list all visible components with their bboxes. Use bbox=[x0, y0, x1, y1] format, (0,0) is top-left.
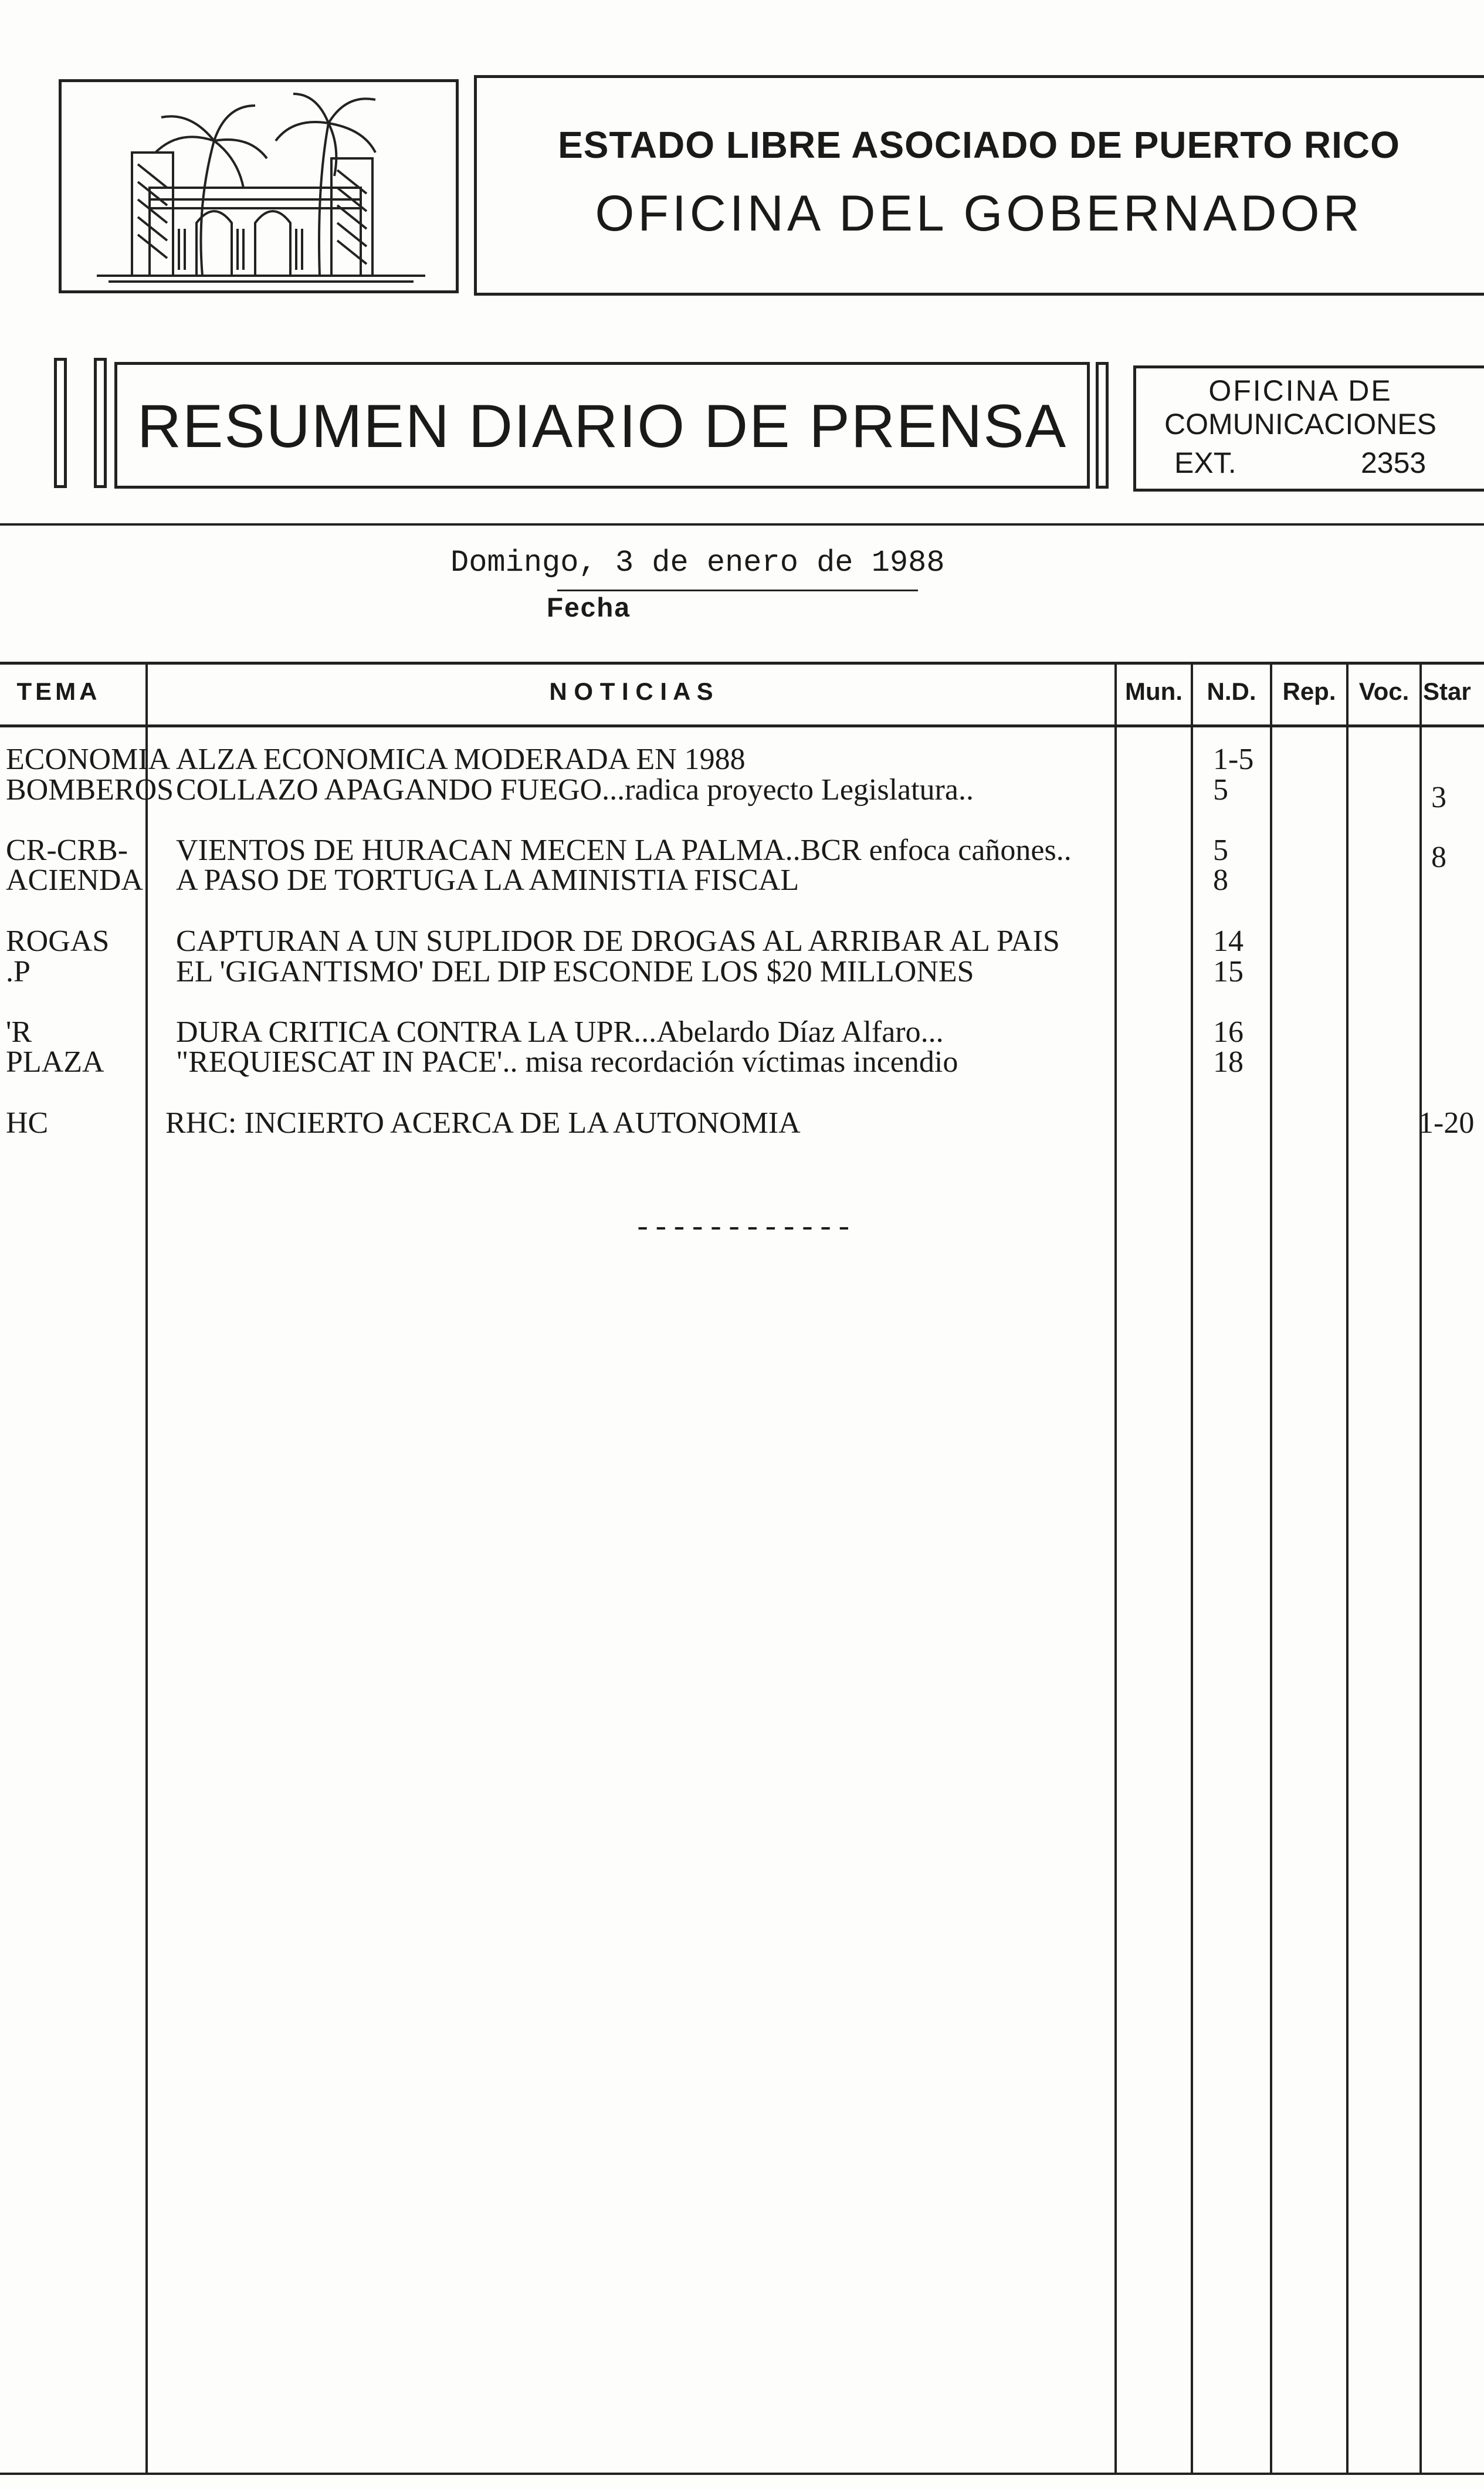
row-nd: 16 bbox=[1213, 1015, 1244, 1049]
row-noticia: EL 'GIGANTISMO' DEL DIP ESCONDE LOS $20 MILLONES bbox=[176, 955, 974, 988]
report-date: Domingo, 3 de enero de 1988 bbox=[450, 546, 945, 580]
column-header-voc: Voc. bbox=[1358, 678, 1410, 705]
row-tema: ACIENDA bbox=[6, 863, 143, 897]
government-name: ESTADO LIBRE ASOCIADO DE PUERTO RICO bbox=[558, 124, 1400, 166]
row-noticia: COLLAZO APAGANDO FUEGO...radica proyecto Legislatura.. bbox=[176, 773, 974, 807]
end-of-list-marker: ------------ bbox=[633, 1211, 853, 1246]
row-nd: 15 bbox=[1213, 955, 1244, 988]
column-divider-mun bbox=[1191, 662, 1193, 2473]
row-noticia: DURA CRITICA CONTRA LA UPR...Abelardo Díaz Alfaro... bbox=[176, 1015, 944, 1049]
column-header-nd: N.D. bbox=[1207, 678, 1256, 705]
decorative-bar-left-2 bbox=[94, 358, 107, 488]
row-star: 1-20 bbox=[1418, 1106, 1475, 1140]
decorative-bar-left-1 bbox=[54, 358, 67, 488]
extension-label: EXT. bbox=[1174, 446, 1236, 479]
table-header-border bbox=[0, 724, 1484, 727]
logo-frame bbox=[59, 79, 459, 293]
row-tema: 'R bbox=[6, 1015, 32, 1049]
page-bottom-border bbox=[0, 2473, 1484, 2475]
communications-office-line1: OFICINA DE bbox=[1208, 374, 1392, 407]
row-tema: HC bbox=[6, 1106, 49, 1140]
row-tema: BOMBEROS bbox=[6, 773, 174, 807]
row-noticia: ALZA ECONOMICA MODERADA EN 1988 bbox=[176, 743, 746, 776]
column-header-rep: Rep. bbox=[1282, 678, 1336, 705]
column-divider-noticias bbox=[1114, 662, 1117, 2473]
row-nd: 5 bbox=[1213, 773, 1228, 807]
column-divider-rep bbox=[1346, 662, 1349, 2473]
row-tema: ECONOMIA bbox=[6, 743, 171, 776]
column-divider-voc bbox=[1419, 662, 1422, 2473]
column-header-mun: Mun. bbox=[1125, 678, 1183, 705]
row-nd: 5 bbox=[1213, 834, 1228, 867]
row-star: 3 bbox=[1431, 781, 1446, 814]
column-header-star: Star bbox=[1423, 678, 1471, 705]
row-noticia: CAPTURAN A UN SUPLIDOR DE DROGAS AL ARRIBAR AL PAIS bbox=[176, 925, 1060, 958]
row-nd: 18 bbox=[1213, 1045, 1244, 1079]
column-divider-nd bbox=[1270, 662, 1272, 2473]
report-title: RESUMEN DIARIO DE PRENSA bbox=[137, 392, 1068, 460]
row-tema: PLAZA bbox=[6, 1045, 104, 1079]
row-nd: 1-5 bbox=[1213, 743, 1254, 776]
row-nd: 14 bbox=[1213, 925, 1244, 958]
row-nd: 8 bbox=[1213, 863, 1228, 897]
table-top-border bbox=[0, 662, 1484, 665]
header-divider bbox=[0, 523, 1484, 526]
row-noticia: "REQUIESCAT IN PACE'.. misa recordación víctimas incendio bbox=[176, 1045, 958, 1079]
column-header-noticias: N O T I C I A S bbox=[549, 678, 713, 705]
row-tema: ROGAS bbox=[6, 925, 110, 958]
extension-number: 2353 bbox=[1361, 446, 1427, 479]
governor-mansion-logo-icon bbox=[62, 82, 456, 290]
column-header-tema: TEMA bbox=[16, 678, 101, 705]
column-divider-tema bbox=[145, 662, 148, 2473]
office-name: OFICINA DEL GOBERNADOR bbox=[595, 185, 1363, 242]
communications-office-line2: COMUNICACIONES bbox=[1164, 408, 1436, 441]
row-noticia: VIENTOS DE HURACAN MECEN LA PALMA..BCR enfoca cañones.. bbox=[176, 834, 1072, 867]
row-star: 8 bbox=[1431, 841, 1446, 874]
row-noticia: RHC: INCIERTO ACERCA DE LA AUTONOMIA bbox=[165, 1106, 801, 1140]
date-label: Fecha bbox=[547, 592, 631, 622]
row-tema: CR-CRB- bbox=[6, 834, 128, 867]
row-noticia: A PASO DE TORTUGA LA AMINISTIA FISCAL bbox=[176, 863, 799, 897]
row-tema: .P bbox=[6, 955, 31, 988]
decorative-bar-right bbox=[1096, 362, 1109, 489]
